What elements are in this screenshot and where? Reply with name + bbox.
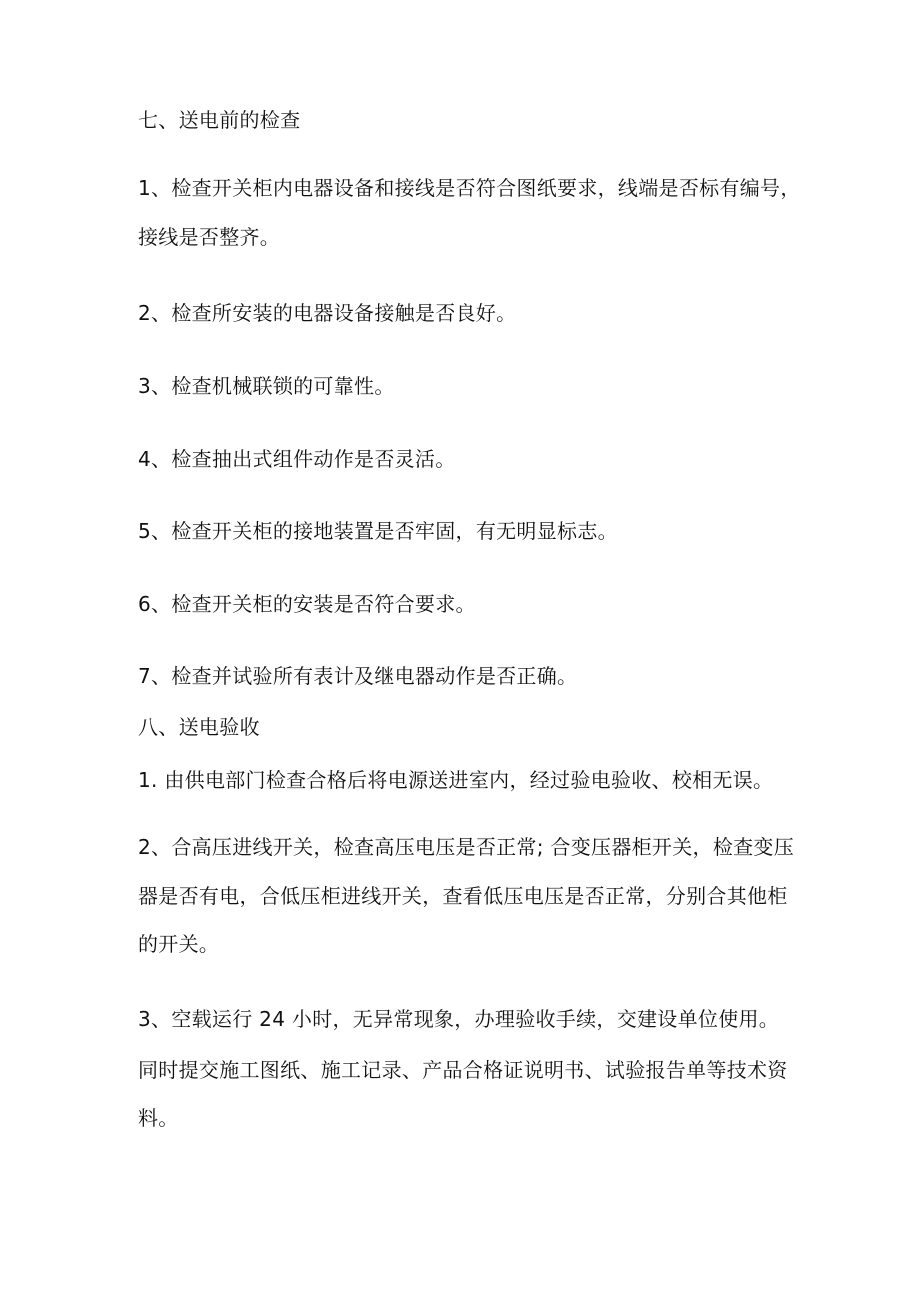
section7-item5: 5、检查开关柜的接地装置是否牢固，有无明显标志。 xyxy=(138,519,618,543)
section7-heading: 七、送电前的检查 xyxy=(138,108,301,132)
section8-item1: 1. 由供电部门检查合格后将电源送进室内，经过验电验收、校相无误。 xyxy=(138,768,774,792)
section8-item2-line1: 2、合高压进线开关，检查高压电压是否正常; 合变压器柜开关，检查变压 xyxy=(138,835,795,859)
section7-item3: 3、检查机械联锁的可靠性。 xyxy=(138,374,395,398)
section8-item3-line1: 3、空载运行 24 小时，无异常现象，办理验收手续，交建设单位使用。 xyxy=(138,1007,780,1031)
section7-item6: 6、检查开关柜的安装是否符合要求。 xyxy=(138,592,476,616)
section7-item7: 7、检查并试验所有表计及继电器动作是否正确。 xyxy=(138,664,578,688)
section8-item3-line2: 同时提交施工图纸、施工记录、产品合格证说明书、试验报告单等技术资 xyxy=(138,1058,788,1082)
section8-item3-line3: 料。 xyxy=(138,1106,179,1130)
section7-item1-line2: 接线是否整齐。 xyxy=(138,225,281,249)
section7-item4: 4、检查抽出式组件动作是否灵活。 xyxy=(138,447,456,471)
section8-heading: 八、送电验收 xyxy=(138,715,260,739)
section7-item1-line1: 1、检查开关柜内电器设备和接线是否符合图纸要求，线端是否标有编号， xyxy=(138,176,801,200)
section8-item2-line3: 的开关。 xyxy=(138,932,220,956)
section7-item2: 2、检查所安装的电器设备接触是否良好。 xyxy=(138,301,517,325)
section8-item2-line2: 器是否有电，合低压柜进线开关，查看低压电压是否正常，分别合其他柜 xyxy=(138,884,788,908)
